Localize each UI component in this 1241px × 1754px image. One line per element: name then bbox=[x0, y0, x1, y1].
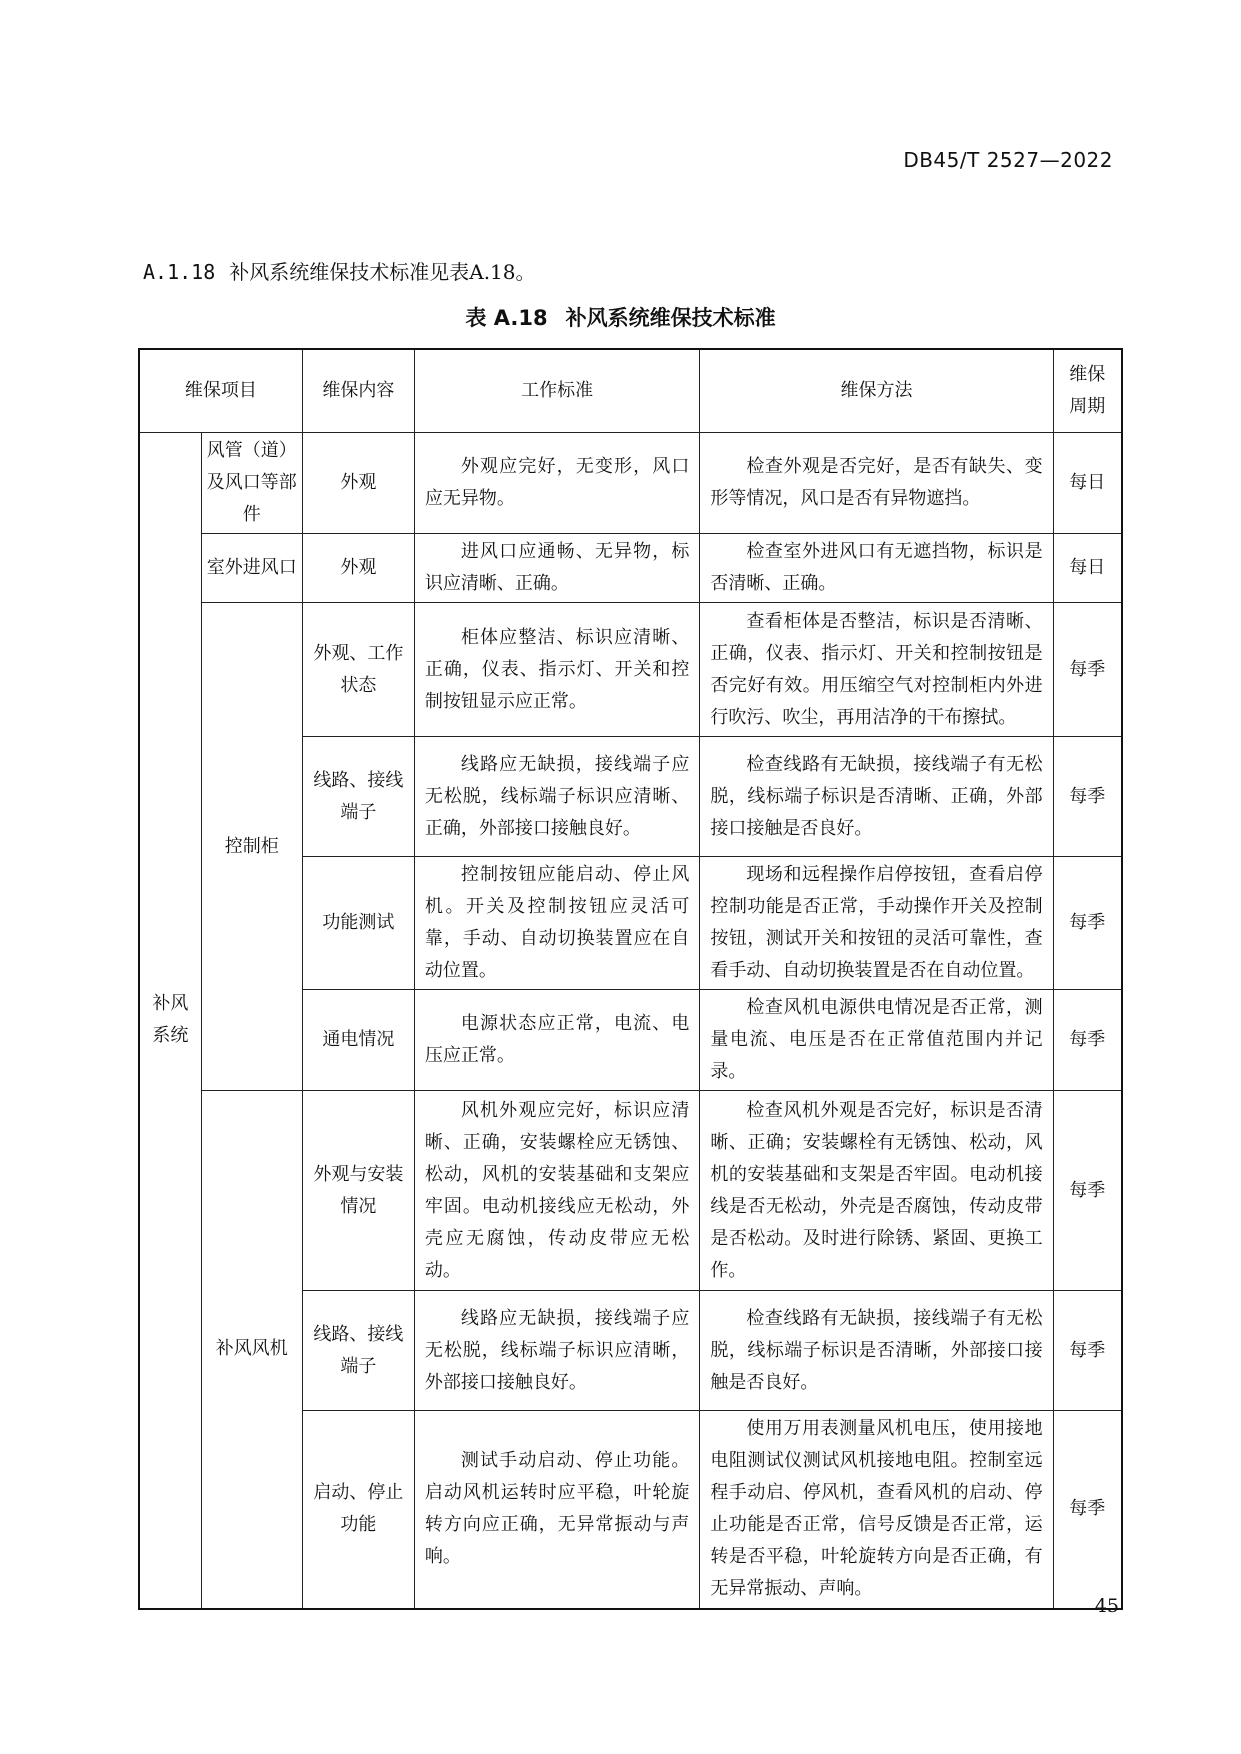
cycle-cell: 每日 bbox=[1053, 534, 1122, 603]
caption-number: 表 A.18 bbox=[465, 306, 548, 330]
cycle-cell: 每季 bbox=[1053, 1291, 1122, 1411]
header-content: 维保内容 bbox=[302, 349, 414, 433]
method-cell: 检查风机外观是否完好，标识是否清晰、正确；安装螺栓有无锈蚀、松动，风机的安装基础和支架是否牢固。电动机接线是否无松动，外壳是否腐蚀，传动皮带是否松动。及时进行除锈、紧固、更换工作。 bbox=[700, 1091, 1053, 1291]
cycle-cell: 每季 bbox=[1053, 737, 1122, 857]
group-fan: 补风风机 bbox=[201, 1091, 302, 1609]
table-caption bbox=[0, 302, 1241, 332]
group-duct: 风管（道）及风口等部件 bbox=[201, 433, 302, 534]
cycle-cell: 每季 bbox=[1053, 990, 1122, 1091]
table-row bbox=[139, 603, 1122, 737]
method-cell: 检查风机电源供电情况是否正常，测量电流、电压是否在正常值范围内并记录。 bbox=[700, 990, 1053, 1091]
cycle-cell: 每日 bbox=[1053, 433, 1122, 534]
clause-text bbox=[143, 256, 536, 285]
standard-cell: 外观应完好，无变形，风口应无异物。 bbox=[414, 433, 699, 534]
group-cabinet: 控制柜 bbox=[201, 603, 302, 1091]
method-cell: 检查线路有无缺损，接线端子有无松脱，线标端子标识是否清晰，外部接口接触是否良好。 bbox=[700, 1291, 1053, 1411]
method-cell: 查看柜体是否整洁，标识是否清晰、正确，仪表、指示灯、开关和控制按钮是否完好有效。用压缩空气对控制柜内外进行吹污、吹尘，再用洁净的干布擦拭。 bbox=[700, 603, 1053, 737]
clause-body: 补风系统维保技术标准见表A.18。 bbox=[229, 260, 536, 284]
cycle-cell: 每季 bbox=[1053, 603, 1122, 737]
method-cell: 使用万用表测量风机电压，使用接地电阻测试仪测试风机接地电阻。控制室远程手动启、停风机，查看风机的启动、停止功能是否正常，信号反馈是否正常，运转是否平稳，叶轮旋转方向是否正确，有无异常振动、声响。 bbox=[700, 1411, 1053, 1609]
header-method: 维保方法 bbox=[700, 349, 1053, 433]
system-cell: 补风系统 bbox=[139, 433, 201, 1609]
standard-cell: 风机外观应完好，标识应清晰、正确，安装螺栓应无锈蚀、松动，风机的安装基础和支架应牢固。电动机接线应无松动，外壳应无腐蚀，传动皮带应无松动。 bbox=[414, 1091, 699, 1291]
cycle-cell: 每季 bbox=[1053, 857, 1122, 990]
clause-number: A.1.18 bbox=[143, 260, 216, 284]
header-row bbox=[139, 349, 1122, 433]
method-cell: 检查室外进风口有无遮挡物，标识是否清晰、正确。 bbox=[700, 534, 1053, 603]
standard-cell: 线路应无缺损，接线端子应无松脱，线标端子标识应清晰，外部接口接触良好。 bbox=[414, 1291, 699, 1411]
method-cell: 检查外观是否完好，是否有缺失、变形等情况，风口是否有异物遮挡。 bbox=[700, 433, 1053, 534]
table-row bbox=[139, 534, 1122, 603]
table-row bbox=[139, 433, 1122, 534]
standard-cell: 线路应无缺损，接线端子应无松脱，线标端子标识应清晰、正确，外部接口接触良好。 bbox=[414, 737, 699, 857]
standard-cell: 控制按钮应能启动、停止风机。开关及控制按钮应灵活可靠，手动、自动切换装置应在自动位置。 bbox=[414, 857, 699, 990]
cycle-cell: 每季 bbox=[1053, 1091, 1122, 1291]
maintenance-table bbox=[138, 348, 1123, 1610]
content-cell: 外观与安装情况 bbox=[302, 1091, 414, 1291]
table-row bbox=[139, 1091, 1122, 1291]
header-cycle: 维保 周期 bbox=[1053, 349, 1122, 433]
content-cell: 外观 bbox=[302, 534, 414, 603]
document-code: DB45/T 2527—2022 bbox=[903, 148, 1113, 172]
standard-cell: 电源状态应正常，电流、电压应正常。 bbox=[414, 990, 699, 1091]
cycle-cell: 每季 bbox=[1053, 1411, 1122, 1609]
content-cell: 线路、接线端子 bbox=[302, 737, 414, 857]
standard-cell: 柜体应整洁、标识应清晰、正确，仪表、指示灯、开关和控制按钮显示应正常。 bbox=[414, 603, 699, 737]
content-cell: 启动、停止功能 bbox=[302, 1411, 414, 1609]
content-cell: 外观、工作状态 bbox=[302, 603, 414, 737]
caption-title: 补风系统维保技术标准 bbox=[565, 306, 776, 330]
content-cell: 功能测试 bbox=[302, 857, 414, 990]
group-intake: 室外进风口 bbox=[201, 534, 302, 603]
page-number: 45 bbox=[1094, 1595, 1119, 1617]
method-cell: 检查线路有无缺损，接线端子有无松脱，线标端子标识是否清晰、正确，外部接口接触是否良好。 bbox=[700, 737, 1053, 857]
content-cell: 外观 bbox=[302, 433, 414, 534]
standard-cell: 进风口应通畅、无异物，标识应清晰、正确。 bbox=[414, 534, 699, 603]
method-cell: 现场和远程操作启停按钮，查看启停控制功能是否正常，手动操作开关及控制按钮，测试开关和按钮的灵活可靠性，查看手动、自动切换装置是否在自动位置。 bbox=[700, 857, 1053, 990]
content-cell: 线路、接线端子 bbox=[302, 1291, 414, 1411]
content-cell: 通电情况 bbox=[302, 990, 414, 1091]
header-standard: 工作标准 bbox=[414, 349, 699, 433]
standard-cell: 测试手动启动、停止功能。启动风机运转时应平稳，叶轮旋转方向应正确，无异常振动与声响。 bbox=[414, 1411, 699, 1609]
header-item: 维保项目 bbox=[139, 349, 302, 433]
